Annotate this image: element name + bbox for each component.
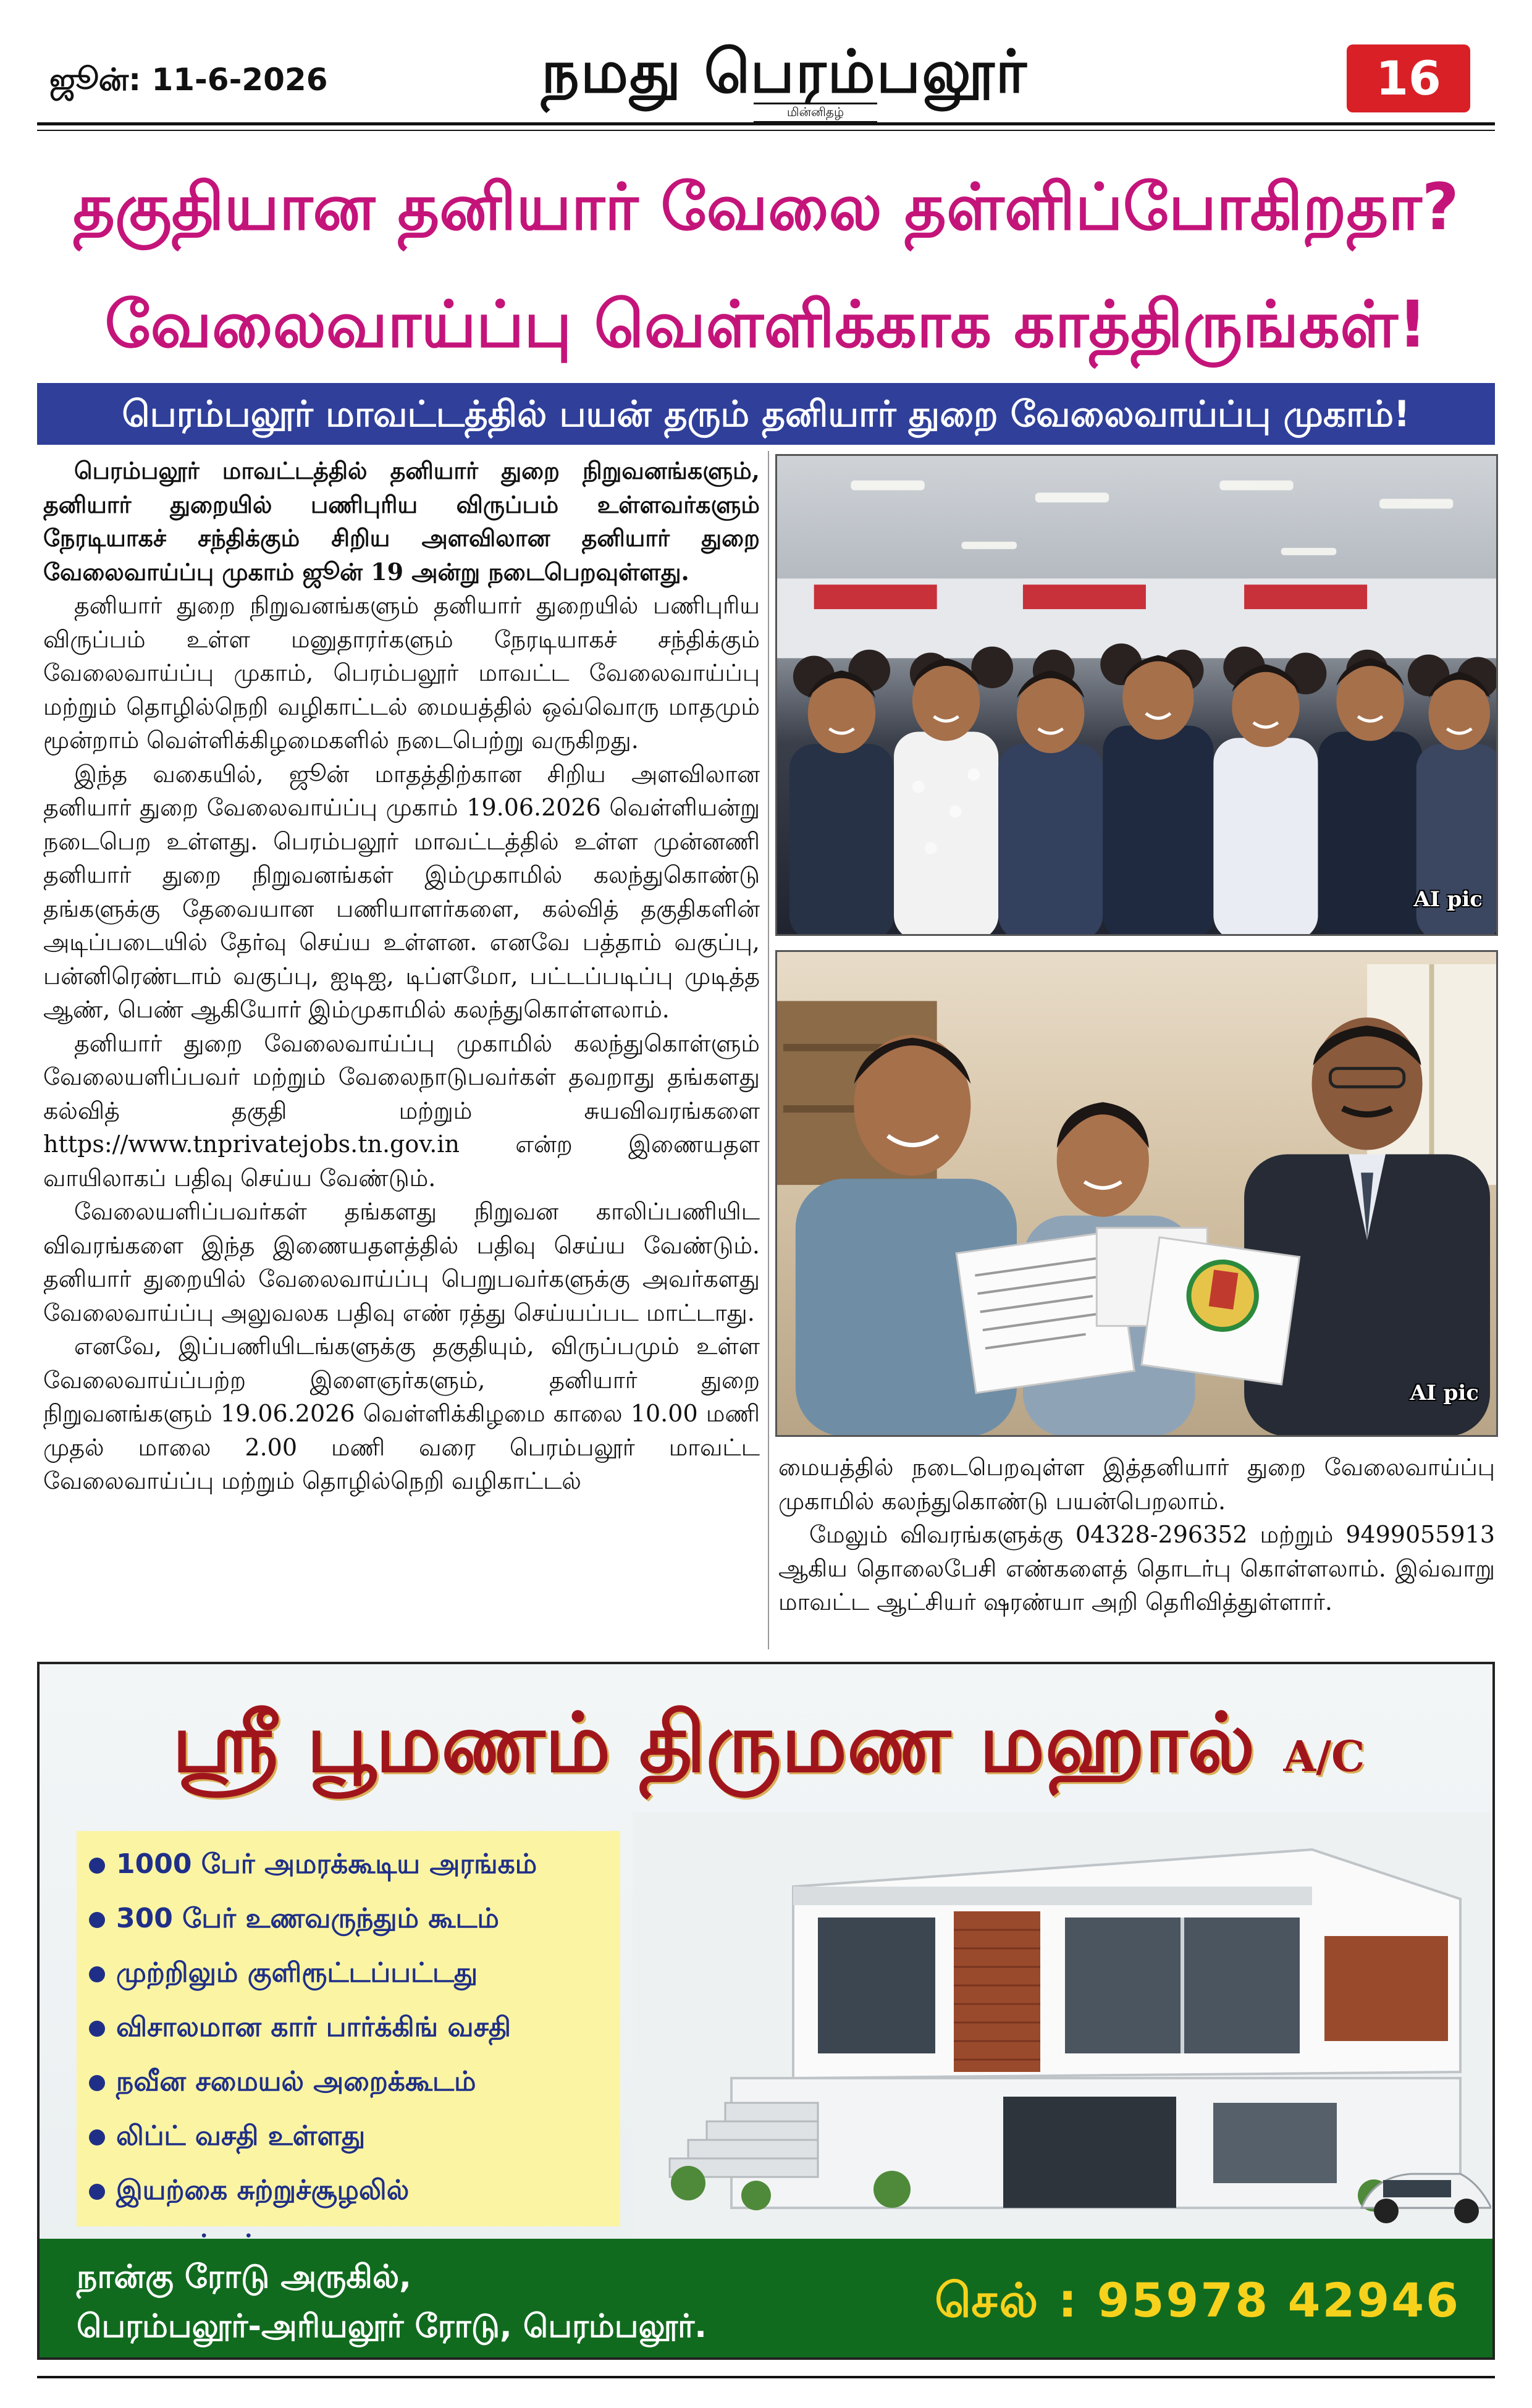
bullet-icon — [89, 2184, 105, 2200]
masthead-rule — [37, 122, 1495, 125]
list-item: இயற்கை சுற்றுச்சூழலில் — [89, 2163, 608, 2218]
building-illustration — [633, 1812, 1491, 2239]
ad-address-line-1: நான்கு ரோடு அருகில், — [77, 2259, 411, 2296]
article-paragraph: தனியார் துறை வேலைவாய்ப்பு முகாமில் கலந்துகொள்ளும் வேலையளிப்பவர் மற்றும் வேலைநாடுபவர்கள் தவறாது தங்களது கல்வித் தகுதி மற்றும் சுயவிவரங்களை https://www.tnprivatejobs.tn.gov.in என்ற இணையதள வாயிலாகப் பதிவு செய்ய வேண்டும். — [43, 1029, 760, 1192]
masthead-rule-thin — [37, 130, 1495, 131]
article-paragraph: வேலையளிப்பவர்கள் தங்களது நிறுவன காலிப்பணியிட விவரங்களை இந்த இணையதளத்தில் பதிவு செய்ய வேண்டும். தனியார் துறையில் வேலைவாய்ப்பு பெறுபவர்களுக்கு அவர்களது வேலைவாய்ப்பு அலுவலக பதிவு எண் ரத்து செய்யப்பட மாட்டாது. — [43, 1198, 760, 1326]
list-item: 300 பேர் உணவருந்தும் கூடம் — [89, 1892, 608, 1946]
ai-pic-tag: AI pic — [1413, 887, 1483, 912]
job-fair-crowd-photo — [775, 454, 1498, 936]
ai-pic-tag: AI pic — [1410, 1381, 1479, 1405]
list-item: முற்றிலும் குளிரூட்டப்பட்டது — [89, 1946, 608, 2000]
newspaper-subtitle: மின்னிதழ் — [754, 103, 877, 123]
handover-illustration — [777, 952, 1496, 1435]
offer-letter-photo — [775, 950, 1498, 1437]
article-left-column — [43, 454, 760, 1498]
ad-footer — [40, 2239, 1495, 2360]
ad-title — [40, 1695, 1495, 1801]
bullet-icon — [89, 1966, 105, 1982]
wedding-hall-advertisement — [37, 1662, 1495, 2360]
article-paragraph: தனியார் துறை நிறுவனங்களும் தனியார் துறையில் பணிபுரிய விருப்பம் உள்ள மனுதாரர்களும் நேரடியாகச் சந்திக்கும் வேலைவாய்ப்பு முகாம், பெரம்பலூர் மாவட்ட வேலைவாய்ப்பு மற்றும் தொழில்நெறி வழிகாட்டல் மையத்தில் ஒவ்வொரு மாதமும் மூன்றாம் வெள்ளிக்கிழமைகளில் நடைபெற்று வருகிறது. — [43, 592, 760, 754]
article-right-column — [778, 1450, 1495, 1619]
ad-address-line-2: பெரம்பலூர்-அரியலூர் ரோடு, பெரம்பலூர். — [77, 2308, 707, 2345]
article-paragraph: இந்த வகையில், ஜூன் மாதத்திற்கான சிறிய அளவிலான தனியார் துறை வேலைவாய்ப்பு முகாம் 19.06.2026 வெள்ளியன்று நடைபெற உள்ளது. பெரம்பலூர் மாவட்டத்தில் உள்ள முன்னணி தனியார் துறை நிறுவனங்கள் இம்முகாமில் கலந்துகொண்டு தங்களுக்கு தேவையான பணியாளர்களை, கல்வித் தகுதிகளின் அடிப்படையில் தேர்வு செய்ய உள்ளன. எனவே பத்தாம் வகுப்பு, பன்னிரெண்டாம் வகுப்பு, ஐடிஐ, டிப்ளமோ, பட்டப்படிப்பு முடித்த ஆண், பெண் ஆகியோர் இம்முகாமில் கலந்துகொள்ளலாம். — [43, 760, 760, 1023]
ad-address — [77, 2252, 707, 2351]
bullet-icon — [89, 2129, 105, 2145]
crowd-illustration — [777, 456, 1496, 934]
page-bottom-rule — [37, 2376, 1495, 2378]
article-paragraph: எனவே, இப்பணியிடங்களுக்கு தகுதியும், விருப்பமும் உள்ள வேலைவாய்ப்பற்ற இளைஞர்களும், தனியார் துறை நிறுவனங்களும் 19.06.2026 வெள்ளிக்கிழமை காலை 10.00 மணி முதல் மாலை 2.00 மணி வரை பெரம்பலூர் மாவட்ட வேலைவாய்ப்பு மற்றும் தொழில்நெறி வழிகாட்டல் — [43, 1332, 760, 1494]
headline-line-2: வேலைவாய்ப்பு வெள்ளிக்காக காத்திருங்கள்! — [104, 287, 1428, 362]
issue-date: ஜூன்: 11-6-2026 — [49, 62, 328, 98]
headline-line-1: தகுதியான தனியார் வேலை தள்ளிப்போகிறதா? — [73, 169, 1459, 245]
ad-phone: செல் : 95978 42946 — [935, 2273, 1460, 2328]
bullet-icon — [89, 2021, 105, 2037]
ad-feature-list — [77, 1831, 620, 2226]
masthead — [37, 37, 1495, 130]
article-lead: பெரம்பலூர் மாவட்டத்தில் தனியார் துறை நிறுவனங்களும், தனியார் துறையில் பணிபுரிய விருப்பம் உள்ளவர்களும் நேரடியாகச் சந்திக்கும் சிறிய அளவிலான தனியார் துறை வேலைவாய்ப்பு முகாம் ஜூன் 19 அன்று நடைபெறவுள்ளது. — [43, 457, 760, 586]
column-divider — [768, 451, 769, 1649]
list-item: நவீன சமையல் அறைக்கூடம் — [89, 2055, 608, 2109]
ad-title-suffix: A/C — [1283, 1732, 1365, 1782]
subheading-banner: பெரம்பலூர் மாவட்டத்தில் பயன் தரும் தனியார் துறை வேலைவாய்ப்பு முகாம்! — [37, 383, 1495, 445]
bullet-icon — [89, 1858, 105, 1874]
bullet-icon — [89, 2075, 105, 2091]
list-item: விசாலமான கார் பார்க்கிங் வசதி — [89, 2000, 608, 2055]
list-item: லிப்ட் வசதி உள்ளது — [89, 2109, 608, 2163]
newspaper-title: நமது பெரம்பலூர் — [541, 37, 1028, 106]
bullet-icon — [89, 1912, 105, 1928]
page-number-badge: 16 — [1347, 44, 1470, 112]
article-paragraph: மேலும் விவரங்களுக்கு 04328-296352 மற்றும் 9499055913 ஆகிய தொலைபேசி எண்களைத் தொடர்பு கொள்ளலாம். இவ்வாறு மாவட்ட ஆட்சியர் ஷரண்யா அறி தெரிவித்துள்ளார். — [778, 1521, 1495, 1615]
list-item: 1000 பேர் அமரக்கூடிய அரங்கம் — [89, 1837, 608, 1892]
ad-title-text: ஸ்ரீ பூமணம் திருமண மஹால் — [172, 1695, 1255, 1791]
article-paragraph-continuation: மையத்தில் நடைபெறவுள்ள இத்தனியார் துறை வேலைவாய்ப்பு முகாமில் கலந்துகொண்டு பயன்பெறலாம். — [778, 1454, 1495, 1515]
headline — [37, 148, 1495, 383]
